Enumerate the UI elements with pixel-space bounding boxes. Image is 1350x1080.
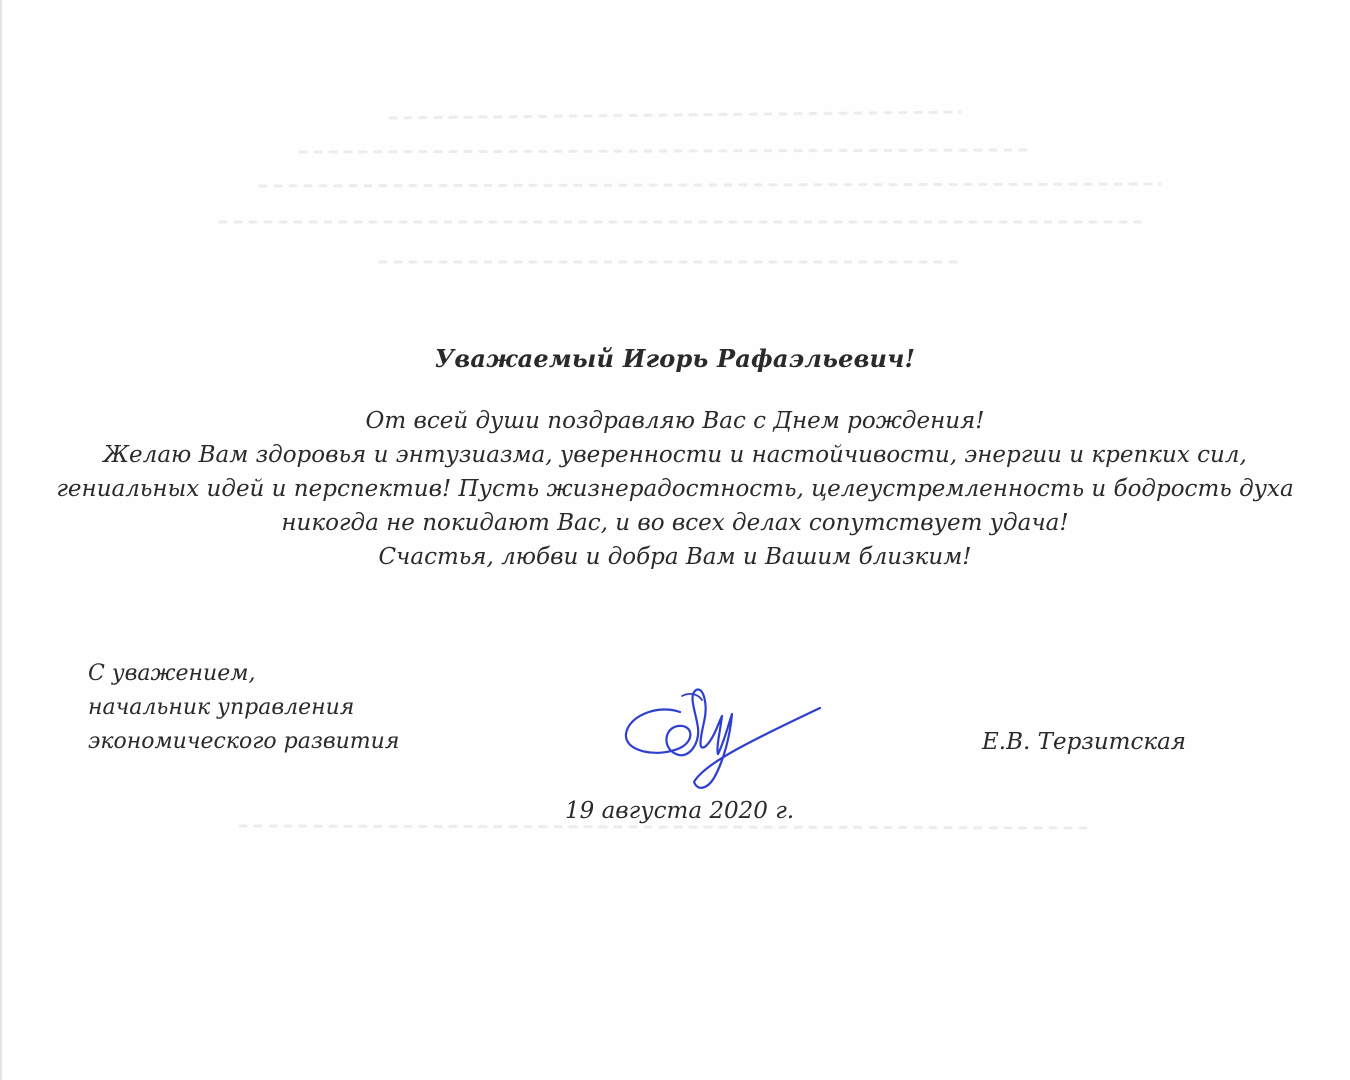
closing-line: С уважением, xyxy=(88,661,256,686)
body-line: никогда не покидают Вас, и во всех делах сопутствует удача! xyxy=(281,510,1069,536)
salutation: Уважаемый Игорь Рафаэльевич! xyxy=(434,344,916,373)
signer-name: Е.В. Терзитская xyxy=(982,729,1187,755)
letter-body xyxy=(40,404,1310,574)
body-line: От всей души поздравляю Вас с Днем рождения! xyxy=(365,408,985,434)
paper-edge-shadow xyxy=(0,0,3,1080)
closing-block xyxy=(88,657,399,759)
letter-date: 19 августа 2020 г. xyxy=(565,798,795,824)
closing-line: начальник управления xyxy=(88,695,355,720)
signature-stroke xyxy=(626,689,820,787)
closing-line: экономического развития xyxy=(88,729,400,754)
body-line: гениальных идей и перспектив! Пусть жизнерадостность, целеустремленность и бодрость духа xyxy=(56,476,1294,502)
body-line: Желаю Вам здоровья и энтузиазма, уверенности и настойчивости, энергии и крепких сил, xyxy=(103,442,1247,468)
body-line: Счастья, любви и добра Вам и Вашим близким! xyxy=(378,544,972,570)
handwritten-signature xyxy=(618,682,828,802)
